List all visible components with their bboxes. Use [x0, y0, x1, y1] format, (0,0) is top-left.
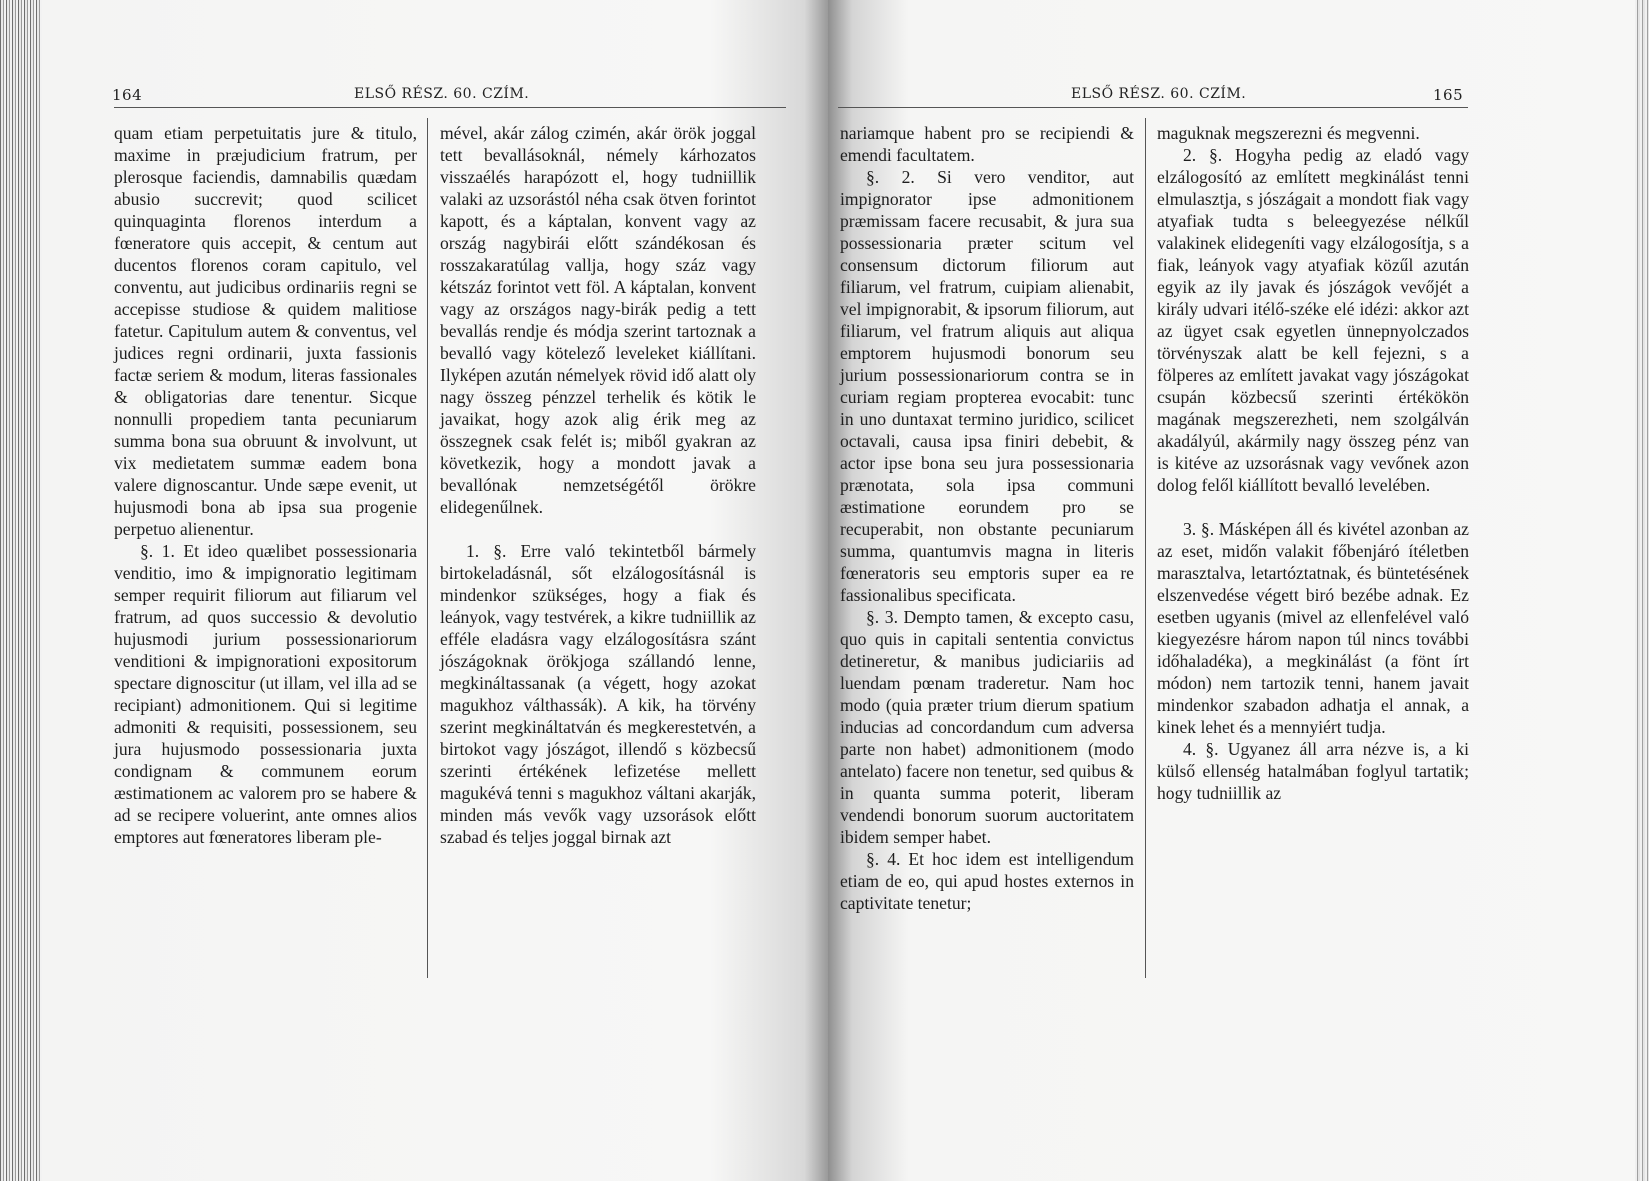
left-latin-column — [114, 122, 417, 848]
paragraph: §. 3. Dempto tamen, & excepto casu, quo quis in capitali sententia convictus detineretur, & manibus judiciariis ad luendam pœnam traderetur. Nam hoc modo (quia præter trium dierum spatium inducias ad concordandum cum adversa parte non habet) admonitionem (modo antelato) facere non tenetur, sed quibus & in quanta summa poterit, liberam vendendi bonorum suorum auctoritatem ibidem semper habet. — [840, 607, 1134, 847]
paragraph: §. 4. Et hoc idem est intelligendum etiam de eo, qui apud hostes externos in captivitate tenetur; — [840, 849, 1134, 913]
right-column-divider — [1145, 118, 1146, 978]
right-page-number: 165 — [1433, 86, 1464, 104]
right-running-head: ELSŐ RÉSZ. 60. CZÍM. — [1071, 86, 1247, 102]
left-hungarian-column — [440, 122, 756, 848]
paragraph: §. 1. Et ideo quælibet possessionaria venditio, imo & impignoratio legitimam semper requirit filiorum aut filiarum vel fratrum, ad quos successio & devolutio hujusmodi jurium possessionariorum venditioni & impignorationi expositorum spectare dignoscitur (ut illam, vel illa ad se recipiant) admonitionem. Qui si legitime admoniti & requisiti, possessionem, seu jura hujusmodo possessionaria juxta condignam & communem eorum æstimationem ac valorem pro se habere & ad se recipere voluerint, ante omnes alios emptores aut fœneratores liberam ple- — [114, 541, 417, 847]
paragraph: 4. §. Ugyanez áll arra nézve is, a ki külső ellenség hatalmában foglyul tartatik; hogy tudniillik az — [1157, 739, 1469, 803]
page-edges-right — [1635, 0, 1649, 1181]
page-edges-left — [0, 0, 42, 1181]
paragraph: §. 2. Si vero venditor, aut impignorator ipse admonitionem præmissam facere recusabit, & jura sua possessionaria præter scitum vel consensum dictorum filiorum aut filiarum, vel fratrum, cuipiam alienabit, vel impignorabit, & ipsorum filiorum, aut filiarum, vel fratrum aliquis aut aliqua emptorem hujusmodi bonorum seu jurium possessionariorum contra se in curiam regiam propterea evocabit: tunc in uno duntaxat termino juridico, scilicet octavali, causa ipsa finiri debebit, & actor ipse bona seu jura possessionaria prænotata, sola ipsa communi æstimatione eorundem pro se recuperabit, non obstante pecuniarum summa, quantumvis magna in literis fœneratoris seu emptoris super ea re fassionalibus specificata. — [840, 167, 1134, 605]
right-hungarian-column — [1157, 122, 1469, 804]
paragraph: 1. §. Erre való tekintetből bármely birtokeladásnál, sőt elzálogosításnál is mindenkor szükséges, hogy a fiak és leányok, vagy testvérek, a kikre tudniillik az efféle eladásra vagy elzálogosításra szánt jószágoknak örökjoga szállandó lenne, megkináltassanak (a végett, hogy azokat magukhoz válthassák). A kik, ha törvény szerint megkináltatván és megkerestetvén, a birtokot vagy jószágot, illendő s közbecsű szerinti értékének lefizetése mellett magukévá tenni s magukhoz váltani akarják, minden más vevők vagy uzsorások előtt szabad és teljes joggal birnak azt — [440, 541, 756, 847]
left-header-rule — [114, 107, 786, 108]
left-page — [42, 0, 828, 1181]
paragraph: mével, akár zálog czimén, akár örök joggal tett bevallásoknál, némely kárhozatos visszaélés harapózott el, hogy tudniillik valaki az uzsorástól néha csak ötven forintot kapott, és a káptalan, konvent vagy az ország nagybirái előtt szándékosan és rosszakaratúlag vallja, hogy száz vagy kétszáz forintot vett föl. A káptalan, konvent vagy az országos nagy-birák pedig a tett bevallás rendje és módja szerint tartoznak a bevalló vagy kötelező leveleket kiállítani. Ilyképen azután némelyek rövid idő alatt oly nagy összeg pénzzel terhelik és kötik le javaikat, hogy azok alig érik meg az összegnek csak felét is; miből gyakran az következik, hogy a mondott javak a bevallónak nemzetségétől örökre elidegenűlnek. — [440, 123, 756, 517]
left-running-head: ELSŐ RÉSZ. 60. CZÍM. — [354, 86, 530, 102]
paragraph: nariamque habent pro se recipiendi & emendi facultatem. — [840, 123, 1134, 165]
paragraph: maguknak megszerezni és megvenni. — [1157, 123, 1420, 143]
right-page — [828, 0, 1635, 1181]
left-column-divider — [427, 118, 428, 978]
paragraph: 3. §. Másképen áll és kivétel azonban az az eset, midőn valakit főbenjáró ítéletben marasztalva, letartóztatnak, és büntetésének elszenvedése végett biró bezébe adnak. Ez esetben ugyanis (mivel az ellenfelével való kiegyezésre három napon túl nincs további időhaladéka), a megkinálást (a fönt írt módon) nem tartozik tenni, hanem javait mindenkor szabadon adhatja el annak, a kinek lehet és a mennyiért tudja. — [1157, 519, 1469, 737]
left-page-number: 164 — [112, 86, 143, 104]
paragraph: 2. §. Hogyha pedig az eladó vagy elzálogosító az említett megkinálást tenni elmulasztja, s jószágait a mondott fiak vagy atyafiak tudta s beleegyezése nélkűl valakinek elidegeníti vagy elzálogosítja, s a fiak, leányok vagy atyafiak közűl azután egyik az ily javak és jószágok vevőjét a király udvari itélő-széke elé idézi: akkor azt az ügyet csak egyetlen ünnepnyolczados törvényszak alatt be kell fejezni, s a fölperes az említett javakat vagy jószágokat csupán közbecsű szerinti értékökön magának megszerezheti, nem szolgálván akadályúl, akármily nagy összeg pénz van is kitéve az uzsorásnak vagy vevőnek azon dolog felől kiállított bevalló levelében. — [1157, 145, 1469, 495]
paragraph: quam etiam perpetuitatis jure & titulo, maxime in præjudicium fratrum, per plerosque faciendis, damnabilis quædam abusio succrevit; quod scilicet quinquaginta florenos interdum a fœneratore quis accepit, & centum aut ducentos florenos coram capitulo, vel conventu, aut judicibus ordinariis regni se accepisse studiose & quidem malitiose fatetur. Capitulum autem & conventus, vel judices regni ordinarii, juxta fassionis factæ seriem & modum, literas fassionales & obligatorias dare tenentur. Sicque nonnulli propediem tanta pecuniarum summa bona sua obruunt & involvunt, ut vix medietatem summæ eadem bona valere dignoscantur. Unde sæpe evenit, ut hujusmodi bona ab ipsa sua progenie perpetuo alienentur. — [114, 123, 417, 539]
right-latin-column — [840, 122, 1134, 914]
right-header-rule — [838, 107, 1468, 108]
